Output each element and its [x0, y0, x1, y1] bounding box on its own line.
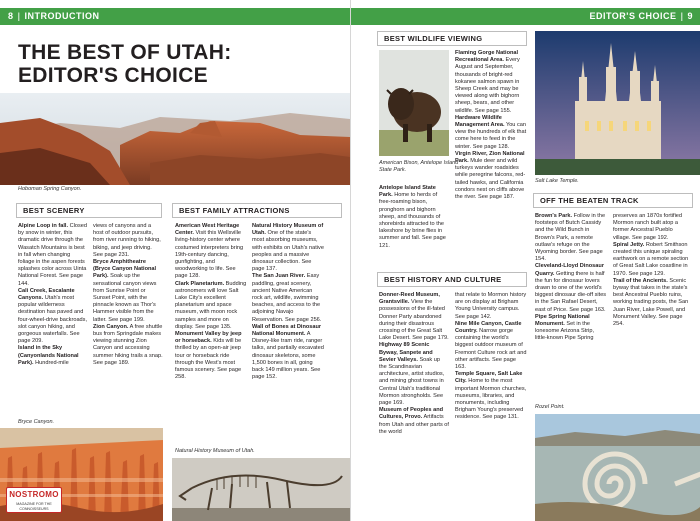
- history-column-1: [379, 292, 449, 436]
- history-entry: that relate to Mormon history are on display at Brigham Young University campus. See page 142.: [455, 292, 527, 320]
- museum-caption: Natural History Museum of Utah.: [175, 448, 255, 454]
- offbeat-entry: Spiral Jetty. Robert Smithson created this unique spiraling earthwork on a remote section of Great Salt Lake coastline in 1970. See page 129.: [613, 241, 689, 277]
- left-section-name: INTRODUCTION: [24, 11, 100, 21]
- history-column-2: [455, 292, 527, 422]
- right-page: [350, 0, 700, 521]
- nostromo-logo: NOSTROMO MAGAZINE FOR THE CONNOISSEURS: [6, 487, 62, 513]
- right-section-name: EDITOR'S CHOICE: [589, 11, 677, 21]
- rozel-point-caption: Rozel Point.: [535, 404, 565, 410]
- dinosaur-skeleton-photo: [172, 458, 350, 521]
- wildlife-column-1: [379, 185, 449, 250]
- bison-caption: American Bison, Antelope Island State Park.: [379, 160, 459, 173]
- right-page-number: 9: [687, 11, 693, 21]
- salt-lake-temple-photo: [535, 31, 700, 175]
- family-entry: The San Juan River. Easy paddling, great scenery, ancient Native American rock art, wildlife, swimming beaches, and access to the adjoining Navajo Reservation. See page 256.: [252, 273, 322, 323]
- best-family-column-1: [175, 223, 247, 381]
- history-entry: Nine Mile Canyon, Castle Country. Narrow gorge containing the world's biggest outdoor museum of Fremont Culture rock art and other artifacts. See page 163.: [455, 320, 527, 371]
- scenery-entry: views of canyons and a host of outdoor pursuits, from river running to hiking, biking, and jeep driving. See page 231.: [93, 223, 161, 258]
- wildlife-entry: Antelope Island State Park. Home to herds of free-roaming bison, pronghorn and bighorn sheep, and thousands of shorebirds attracted to the lakeshore by brine flies in summer and fall. See page 121.: [379, 185, 446, 249]
- history-entry: Temple Square, Salt Lake City. Home to the most important Mormon churches, museums, libraries, and monuments, including Brigham Young's preserved residence. See page 131.: [455, 371, 527, 421]
- wildlife-column-2: [455, 50, 527, 201]
- canyon-photo-caption: Hoboman Spring Canyon.: [18, 186, 82, 192]
- offbeat-entry: Pipe Spring National Monument. Set in the lonesome Arizona Strip, little-known Pipe Spring: [535, 313, 595, 342]
- wildlife-heading: BEST WILDLIFE VIEWING: [377, 31, 527, 46]
- right-header-bar: EDITOR'S CHOICE | 9: [351, 8, 700, 25]
- scenery-entry: Island in the Sky (Canyonlands National Park). Hundred-mile: [18, 345, 79, 366]
- history-entry: Donner-Reed Museum, Grantsville. View the possessions of the ill-fated Donner Party abandoned during their disastrous crossing of the Great Salt Lake Desert. See page 179.: [379, 292, 449, 342]
- wildlife-entry: Virgin River, Zion National Park. Mule deer and wild turkeys wander roadsides while peregrine falcons, red-tailed hawks, and California condors nest on cliffs above the river. See page 187.: [455, 150, 526, 201]
- family-entry: Wall of Bones at Dinosaur National Monument. A Disney-like tram ride, ranger talks, and partially excavated dinosaur skeletons, some 1,500 bones in all, going back 149 million years. See page 152.: [252, 323, 324, 381]
- offbeat-entry: Brown's Park. Follow in the footsteps of Butch Cassidy and the Wild Bunch in Brown's Park, a remote outlaw's refuge on the Wyoming border. See page 154.: [535, 213, 606, 263]
- scenery-entry: Bryce Amphitheatre (Bryce Canyon National Park). Soak up the sensational canyon views from Sunrise Point or Sunset Point, with the pinnacle known as Thor's Hammer visible from the latter. See page 199.: [93, 259, 157, 323]
- scenery-entry: Cali Creek, Escalante Canyons. Utah's most popular wilderness destination has paved and four-wheel-drive backroads, slot canyon hiking, and gorgeous waterfalls. See page 209.: [18, 287, 88, 345]
- bryce-caption: Bryce Canyon.: [18, 419, 55, 425]
- page-title: THE BEST OF UTAH: EDITOR'S CHOICE: [18, 41, 232, 87]
- offbeat-entry: Cleveland-Lloyd Dinosaur Quarry. Getting there is half the fun for dinosaur lovers drawn to one of the world's biggest dinosaur die-off sites in the San Rafael Desert, east of Price. See page 163.: [535, 263, 607, 313]
- history-heading: BEST HISTORY AND CULTURE: [377, 272, 527, 287]
- offbeat-entry: preserves an 1870s fortified Mormon ranch built atop a former Ancestral Pueblo village. See page 192.: [613, 213, 683, 241]
- wildlife-entry: Flaming Gorge National Recreational Area. Every August and September, thousands of bright-red kokanee salmon spawn in Sheep Creek and may be viewed along with bighorn sheep, bears, and other wildlife. See page 155.: [455, 50, 520, 114]
- wildlife-entry: Hardware Wildlife Management Area. You can view the hundreds of elk that come here to feed in the winter. See page 128.: [455, 114, 527, 150]
- scenery-entry: Alpine Loop in fall. Closed by snow in winter, this dramatic drive through the Wasatch Mountains is best in fall when changing foliage in the aspen forests splashes color across Uinta National Forest. See page 144.: [18, 223, 87, 287]
- offbeat-entry: Trail of the Ancients. Scenic byway that takes in the state's best Ancestral Pueblo ruins, working trading posts, the San Juan River, Lake Powell, and Monument Valley. See page 254.: [613, 277, 689, 328]
- family-entry: Monument Valley by jeep or horseback. Kids will be thrilled by an open-air jeep tour or horseback ride through the West's most famous scenery. See page 258.: [175, 331, 242, 381]
- left-page-number: 8: [8, 11, 14, 21]
- bison-photo: [379, 50, 449, 156]
- best-family-column-2: [252, 223, 324, 381]
- best-scenery-heading: BEST SCENERY: [16, 203, 162, 218]
- history-entry: Highway 89 Scenic Byway, Sanpete and Sevier Valleys. Soak up the Scandinavian architecture, artist studios, and mining ghost towns in Central Utah's traditional Mormon strongholds. See page 169.: [379, 342, 445, 407]
- family-entry: American West Heritage Center. Visit this Wellsville living-history center where costumed interpreters bring 19th-century dancing, gunfighting, and woodworking to life. See page 128.: [175, 223, 244, 280]
- canyon-photo: [0, 93, 350, 185]
- best-family-heading: BEST FAMILY ATTRACTIONS: [172, 203, 342, 218]
- family-entry: Natural History Museum of Utah. One of the state's most absorbing museums, with exhibits on Utah's native peoples and a massive dinosaur collection. See page 137.: [252, 223, 324, 273]
- left-header-bar: 8 | INTRODUCTION: [0, 8, 350, 25]
- history-entry: Museum of Peoples and Cultures, Provo. Artifacts from Utah and other parts of the world: [379, 407, 449, 435]
- offbeat-column-1: [535, 213, 607, 343]
- scenery-entry: Zion Canyon. A free shuttle bus from Springdale makes viewing stunning Zion Canyon and accessing summer hiking trails a snap. See page 189.: [93, 323, 163, 366]
- offbeat-heading: OFF THE BEATEN TRACK: [533, 193, 693, 208]
- offbeat-column-2: [613, 213, 691, 328]
- temple-caption: Salt Lake Temple.: [535, 178, 579, 184]
- spiral-jetty-photo: [535, 414, 700, 521]
- best-scenery-column-1: [18, 223, 88, 367]
- family-entry: Clark Planetarium. Budding astronomers will love Salt Lake City's excellent planetarium and space museum, with moon rock samples and more on display. See page 135.: [175, 280, 247, 330]
- best-scenery-column-2: [93, 223, 163, 367]
